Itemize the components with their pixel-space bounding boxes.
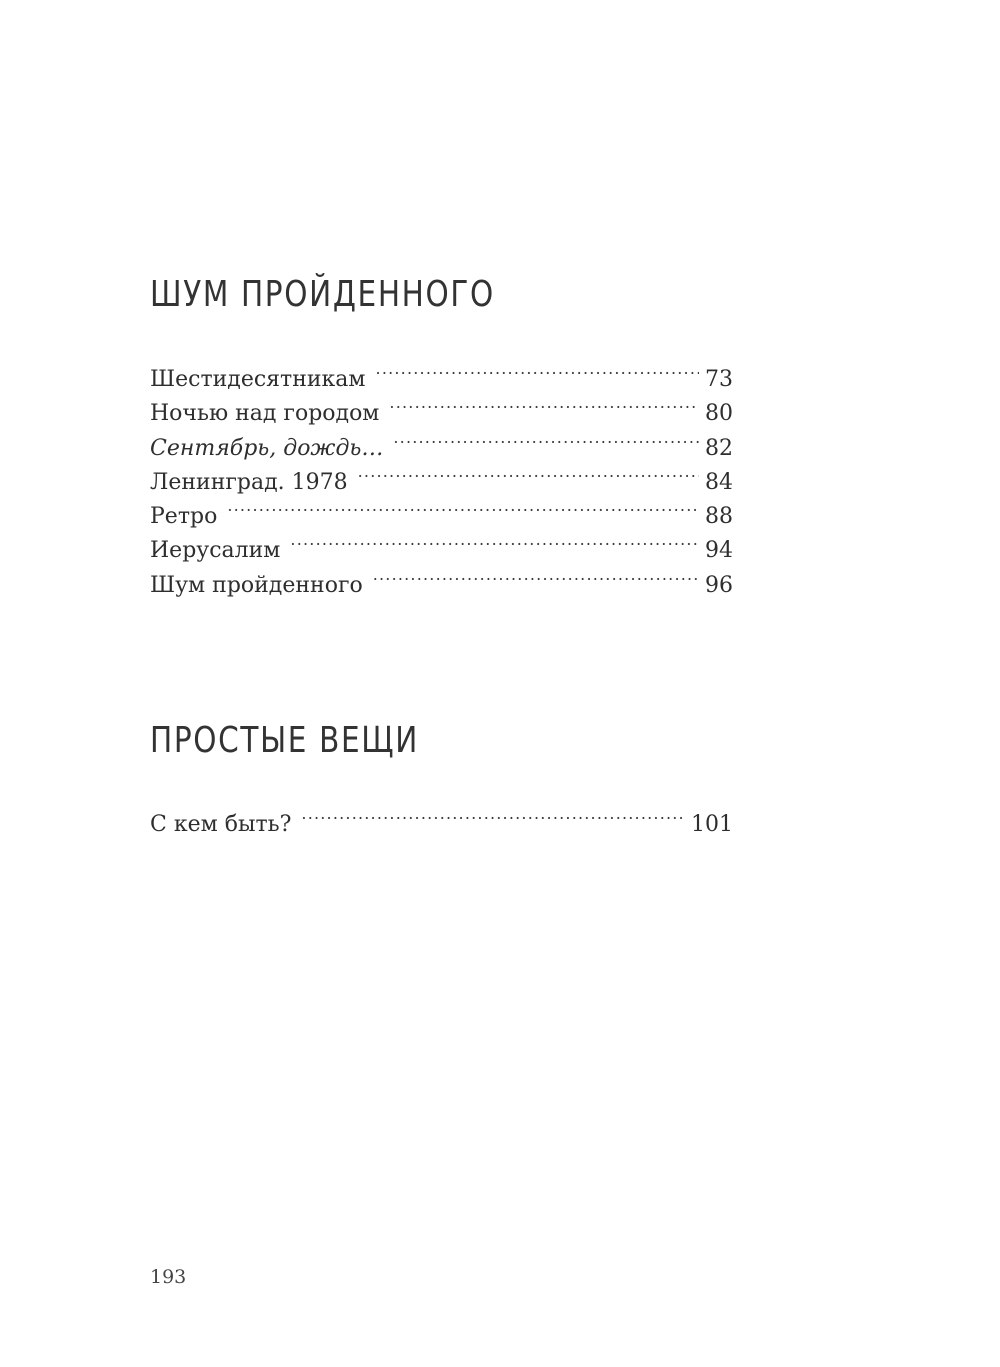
toc-entry-title: С кем быть? — [150, 812, 292, 837]
toc-entry[interactable] — [150, 489, 733, 530]
dot-leader — [227, 489, 699, 523]
dot-leader — [376, 352, 699, 386]
toc-entry-page: 82 — [705, 435, 733, 461]
toc-entry-page: 73 — [705, 367, 733, 392]
dot-leader — [393, 421, 699, 455]
toc-entry[interactable] — [150, 352, 733, 392]
dot-leader — [290, 523, 699, 557]
dot-leader — [301, 797, 685, 831]
section-title: ШУМ ПРОЙДЕННОГО — [150, 274, 495, 315]
dot-leader — [373, 558, 699, 592]
toc-entry-title: Ленинград. 1978 — [150, 469, 348, 495]
dot-leader — [389, 386, 699, 420]
toc-entry-title: Ночью над городом — [150, 401, 380, 427]
toc-entry-page: 96 — [705, 572, 733, 598]
toc-entry-page: 84 — [705, 469, 733, 495]
toc-entry-page: 101 — [691, 812, 733, 837]
dot-leader — [358, 455, 699, 489]
toc-entry-title: Сентябрь, дождь… — [150, 435, 384, 461]
toc-entry-page: 94 — [705, 538, 733, 564]
toc-entry[interactable] — [150, 523, 733, 564]
toc-entry-title: Шум пройденного — [150, 572, 363, 598]
section-title: ПРОСТЫЕ ВЕЩИ — [150, 720, 419, 761]
toc-entry[interactable] — [150, 797, 733, 837]
toc-entry-page: 88 — [705, 504, 733, 530]
toc-entry-title: Иерусалим — [150, 538, 281, 564]
toc-list — [150, 352, 733, 598]
toc-entry-title: Шестидесятникам — [150, 367, 366, 392]
toc-entry-page: 80 — [705, 401, 733, 427]
toc-list — [150, 797, 733, 837]
page-number: 193 — [150, 1266, 187, 1288]
toc-entry-title: Ретро — [150, 504, 218, 530]
